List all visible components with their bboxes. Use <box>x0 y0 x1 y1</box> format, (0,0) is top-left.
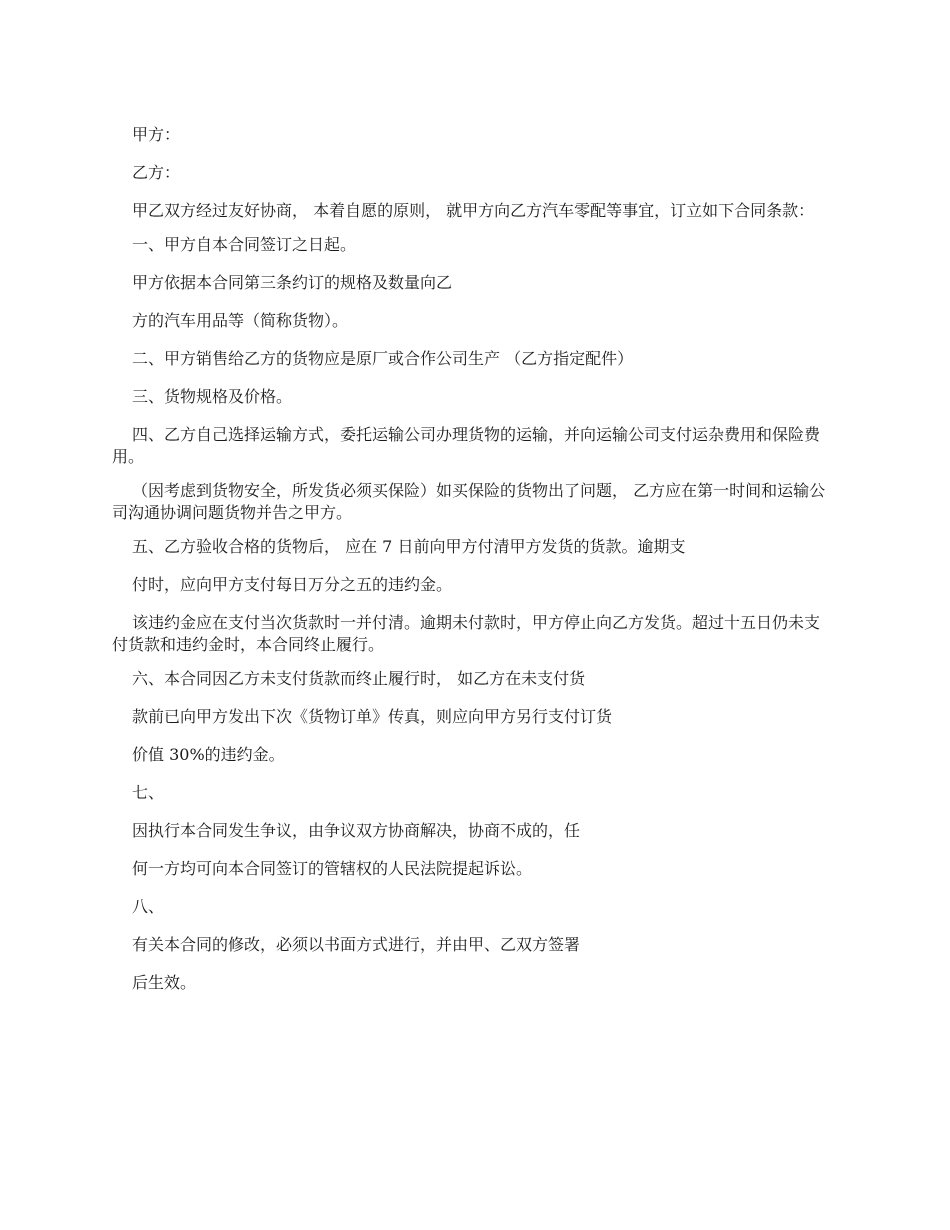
clause-6-line-3: 价值 30%的违约金。 <box>132 745 285 764</box>
party-b-line: 乙方： <box>132 163 181 182</box>
clause-7-heading: 七、 <box>132 783 165 802</box>
party-a-line: 甲方： <box>132 125 181 144</box>
clause-8-line-2: 后生效。 <box>132 973 197 992</box>
preamble-paragraph: 甲乙双方经过友好协商， 本着自愿的原则， 就甲方向乙方汽车零配等事宜，订立如下合同条款： <box>132 201 815 220</box>
contract-body <box>112 124 832 1010</box>
clause-8-heading: 八、 <box>132 897 165 916</box>
clause-2-paragraph: 二、甲方销售给乙方的货物应是原厂或合作公司生产 （乙方指定配件） <box>132 349 634 368</box>
clause-1-text-line-1: 甲方依据本合同第三条约订的规格及数量向乙 <box>132 273 453 292</box>
clause-3-paragraph: 三、货物规格及价格。 <box>132 387 293 406</box>
clause-5-line-1: 五、乙方验收合格的货物后， 应在 7 日前向甲方付清甲方发货的货款。逾期支 <box>132 537 686 556</box>
clause-1-text-line-2: 方的汽车用品等（简称货物）。 <box>132 311 349 330</box>
clause-6-line-1: 六、本合同因乙方未支付货款而终止履行时， 如乙方在未支付货 <box>132 669 586 688</box>
insurance-note-paragraph: （因考虑到货物安全，所发货必须买保险）如买保险的货物出了问题， 乙方应在第一时间和运输公司沟通协调问题货物并告之甲方。 <box>112 481 826 522</box>
penalty-paragraph: 该违约金应在支付当次货款时一并付清。逾期未付款时，甲方停止向乙方发货。超过十五日仍未支付货款和违约金时，本合同终止履行。 <box>112 613 821 654</box>
clause-1-heading: 一、甲方自本合同签订之日起。 <box>132 235 357 254</box>
clause-6-line-2: 款前已向甲方发出下次《货物订单》传真，则应向甲方另行支付订货 <box>132 707 613 726</box>
clause-8-line-1: 有关本合同的修改，必须以书面方式进行，并由甲、乙双方签署 <box>132 935 581 954</box>
clause-5-line-2: 付时，应向甲方支付每日万分之五的违约金。 <box>132 575 453 594</box>
clause-4-paragraph: 四、乙方自己选择运输方式，委托运输公司办理货物的运输，并向运输公司支付运杂费用和保险费用。 <box>112 425 821 466</box>
clause-7-line-1: 因执行本合同发生争议，由争议双方协商解决，协商不成的，任 <box>132 821 581 840</box>
clause-7-line-2: 何一方均可向本合同签订的管辖权的人民法院提起诉讼。 <box>132 859 533 878</box>
